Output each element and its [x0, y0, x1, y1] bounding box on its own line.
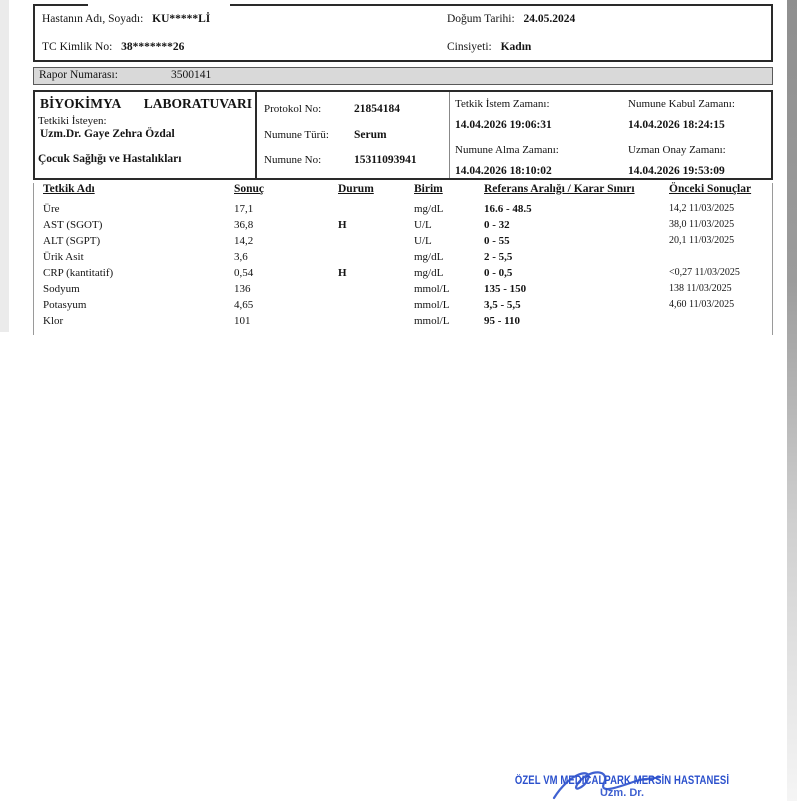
protocol-value: 21854184	[354, 103, 400, 115]
cell-unit: mmol/L	[414, 283, 450, 295]
photo-edge-left	[0, 0, 9, 332]
cell-unit: U/L	[414, 219, 432, 231]
cell-unit: mg/dL	[414, 251, 444, 263]
patient-info-box	[33, 4, 773, 62]
cell-test-name: CRP (kantitatif)	[43, 267, 114, 279]
photo-edge-right	[787, 0, 797, 801]
cell-reference: 0 - 55	[484, 235, 510, 247]
report-number-label: Rapor Numarası:	[39, 69, 118, 81]
approval-time-label: Uzman Onay Zamanı:	[628, 144, 726, 156]
header-status: Durum	[338, 183, 374, 195]
cell-result: 36,8	[234, 219, 254, 231]
signature-scribble	[548, 766, 668, 801]
results-header-row	[34, 183, 772, 203]
lab-section-title	[35, 92, 257, 178]
patient-gender-label: Cinsiyeti:	[447, 41, 492, 53]
patient-gender-value: Kadın	[500, 41, 532, 53]
cell-previous: 20,1 11/03/2025	[669, 235, 735, 246]
patient-gender-row	[447, 41, 531, 53]
cell-unit: mg/dL	[414, 267, 444, 279]
cell-reference: 95 - 110	[484, 315, 521, 327]
table-row	[34, 267, 772, 283]
cell-unit: mmol/L	[414, 315, 450, 327]
cell-result: 17,1	[234, 203, 254, 215]
cell-status	[338, 235, 414, 251]
request-time-value: 14.04.2026 19:06:31	[455, 119, 552, 131]
patient-name-row	[42, 13, 210, 25]
cell-previous	[669, 251, 773, 267]
patient-birthdate-row	[447, 13, 575, 25]
lab-title	[40, 96, 252, 112]
cell-result: 0,54	[234, 267, 254, 279]
cell-test-name: Ürik Asit	[43, 251, 84, 263]
cell-previous: 138 11/03/2025	[669, 283, 732, 294]
cell-test-name: ALT (SGPT)	[43, 235, 101, 247]
table-row	[34, 235, 772, 251]
sample-accept-time-value: 14.04.2026 18:24:15	[628, 119, 725, 131]
table-row	[34, 283, 772, 299]
cell-result: 101	[234, 315, 251, 327]
cell-status	[338, 299, 414, 315]
lab-info-box	[33, 90, 773, 180]
table-row	[34, 251, 772, 267]
cell-unit: U/L	[414, 235, 432, 247]
request-time-label: Tetkik İstem Zamanı:	[455, 98, 550, 110]
timestamps-section	[450, 92, 771, 178]
results-table	[33, 183, 773, 335]
cell-reference: 0 - 32	[484, 219, 510, 231]
cell-previous: 38,0 11/03/2025	[669, 219, 735, 230]
cell-status: H	[338, 219, 347, 231]
patient-tc-row	[42, 41, 184, 53]
cell-previous: 14,2 11/03/2025	[669, 203, 735, 214]
header-result: Sonuç	[234, 183, 265, 195]
patient-name-value: KU*****Lİ	[152, 13, 211, 25]
cell-status	[338, 251, 414, 267]
cell-test-name: AST (SGOT)	[43, 219, 103, 231]
cell-status	[338, 203, 414, 219]
cell-previous: 4,60 11/03/2025	[669, 299, 735, 310]
hospital-stamp-name: ÖZEL VM MEDICALPARK MERSİN HASTANESİ	[514, 774, 730, 788]
table-row	[34, 299, 772, 315]
results-rows	[34, 203, 772, 331]
cell-reference: 135 - 150	[484, 283, 527, 295]
cell-result: 14,2	[234, 235, 254, 247]
cell-status	[338, 315, 414, 331]
patient-birthdate-label: Doğum Tarihi:	[447, 13, 515, 25]
sample-draw-time-label: Numune Alma Zamanı:	[455, 144, 559, 156]
cell-unit: mmol/L	[414, 299, 450, 311]
requester-name: Uzm.Dr. Gaye Zehra Özdal	[40, 128, 175, 140]
cell-reference: 3,5 - 5,5	[484, 299, 521, 311]
lab-title-word1: BİYOKİMYA	[40, 96, 122, 111]
cell-test-name: Üre	[43, 203, 60, 215]
table-row	[34, 315, 772, 331]
sample-type-value: Serum	[354, 129, 387, 141]
header-previous-results: Önceki Sonuçlar	[669, 183, 752, 195]
approval-time-value: 14.04.2026 19:53:09	[628, 165, 725, 177]
cell-test-name: Sodyum	[43, 283, 80, 295]
cell-test-name: Klor	[43, 315, 64, 327]
sample-type-label: Numune Türü:	[264, 129, 329, 141]
cell-result: 3,6	[234, 251, 248, 263]
table-row	[34, 219, 772, 235]
patient-tc-value: 38*******26	[121, 41, 185, 53]
cell-previous	[669, 315, 773, 331]
sample-no-value: 15311093941	[354, 154, 417, 166]
sample-accept-time-label: Numune Kabul Zamanı:	[628, 98, 735, 110]
cell-reference: 2 - 5,5	[484, 251, 513, 263]
table-row	[34, 203, 772, 219]
protocol-label: Protokol No:	[264, 103, 322, 115]
requester-department: Çocuk Sağlığı ve Hastalıkları	[38, 153, 182, 165]
lab-report-document	[33, 4, 773, 335]
report-number-bar	[33, 67, 773, 85]
sample-info-section	[257, 92, 450, 178]
cell-result: 136	[234, 283, 251, 295]
sample-no-label: Numune No:	[264, 154, 322, 166]
cell-unit: mg/dL	[414, 203, 444, 215]
sample-draw-time-value: 14.04.2026 18:10:02	[455, 165, 552, 177]
header-unit: Birim	[414, 183, 443, 195]
whiteout-patch	[88, 0, 230, 10]
hospital-stamp-doctor: Uzm. Dr.	[599, 787, 644, 799]
header-test-name: Tetkik Adı	[43, 183, 95, 195]
cell-previous: <0,27 11/03/2025	[669, 267, 740, 278]
cell-status: H	[338, 267, 347, 279]
patient-birthdate-value: 24.05.2024	[523, 13, 576, 25]
report-number-value: 3500141	[171, 69, 212, 81]
cell-reference: 16.6 - 48.5	[484, 203, 532, 215]
cell-result: 4,65	[234, 299, 254, 311]
cell-test-name: Potasyum	[43, 299, 87, 311]
requester-label: Tetkiki İsteyen:	[38, 115, 107, 127]
patient-tc-label: TC Kimlik No:	[42, 41, 113, 53]
cell-reference: 0 - 0,5	[484, 267, 513, 279]
cell-status	[338, 283, 414, 299]
patient-name-label: Hastanın Adı, Soyadı:	[42, 13, 144, 25]
header-reference-range: Referans Aralığı / Karar Sınırı	[484, 183, 635, 195]
lab-title-word2: LABORATUVARI	[143, 96, 252, 111]
